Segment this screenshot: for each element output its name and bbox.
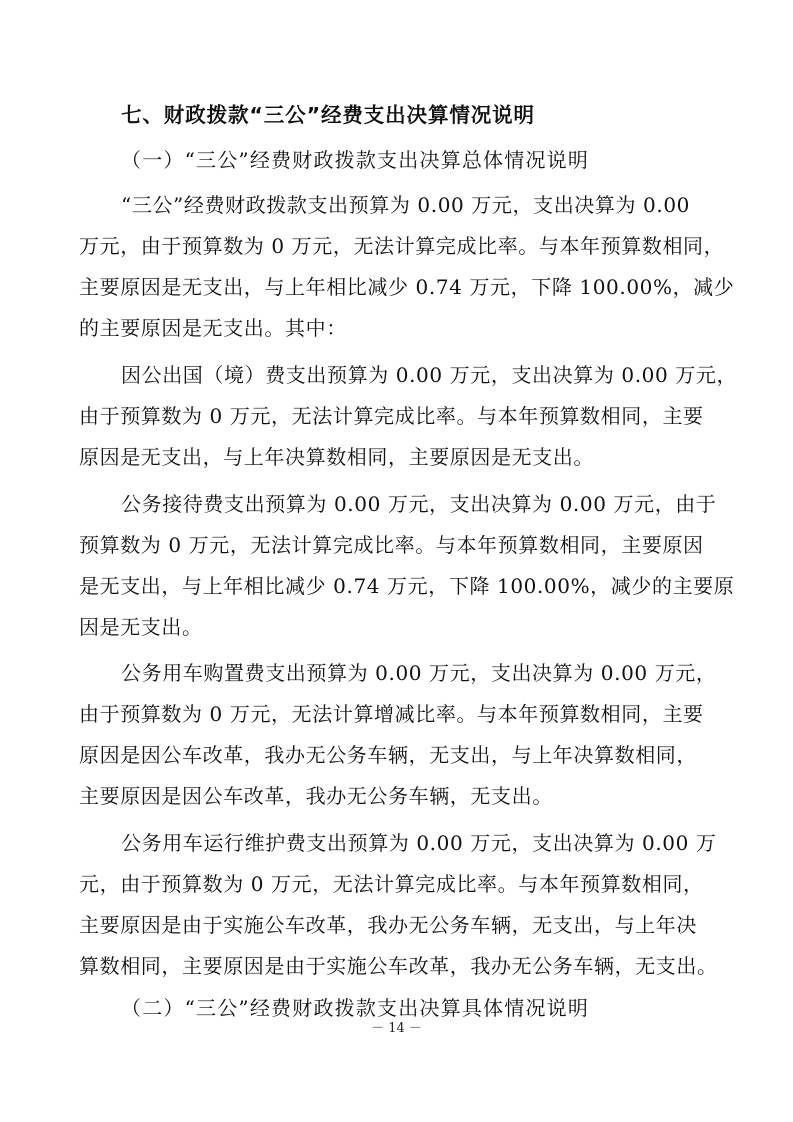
paragraph-line: 因是无支出。 bbox=[79, 615, 203, 639]
section-heading: 七、财政拨款“三公”经费支出决算情况说明 bbox=[121, 103, 535, 127]
paragraph-line: 算数相同，主要原因是由于实施公车改革，我办无公务车辆，无支出。 bbox=[79, 954, 718, 978]
paragraph-line: 由于预算数为 0 万元，无法计算完成比率。与本年预算数相同，主要 bbox=[79, 404, 704, 428]
paragraph-line: 公务用车运行维护费支出预算为 0.00 万元，支出决算为 0.00 万 bbox=[121, 831, 717, 855]
paragraph-line: 是无支出，与上年相比减少 0.74 万元，下降 100.00%，减少的主要原 bbox=[79, 574, 735, 598]
paragraph-line: 的主要原因是无支出。其中： bbox=[79, 316, 347, 340]
paragraph-line: 预算数为 0 万元，无法计算完成比率。与本年预算数相同，主要原因 bbox=[79, 533, 704, 557]
paragraph-line: 主要原因是无支出，与上年相比减少 0.74 万元，下降 100.00%，减少 bbox=[79, 275, 735, 299]
paragraph-line: 万元，由于预算数为 0 万元，无法计算完成比率。与本年预算数相同， bbox=[79, 234, 725, 258]
paragraph-line: 原因是无支出，与上年决算数相同，主要原因是无支出。 bbox=[79, 445, 594, 469]
paragraph-line: 元，由于预算数为 0 万元，无法计算完成比率。与本年预算数相同， bbox=[79, 872, 704, 896]
paragraph-line: 原因是因公车改革，我办无公务车辆，无支出，与上年决算数相同， bbox=[79, 743, 697, 767]
paragraph-line: 主要原因是因公车改革，我办无公务车辆，无支出。 bbox=[79, 784, 553, 808]
subsection-title-1: （一）“三公”经费财政拨款支出决算总体情况说明 bbox=[121, 148, 590, 172]
paragraph-line: 由于预算数为 0 万元，无法计算增减比率。与本年预算数相同，主要 bbox=[79, 702, 704, 726]
paragraph-line: 公务接待费支出预算为 0.00 万元，支出决算为 0.00 万元，由于 bbox=[121, 492, 717, 516]
paragraph-line: 公务用车购置费支出预算为 0.00 万元，支出决算为 0.00 万元， bbox=[121, 661, 717, 685]
paragraph-line: “三公”经费财政拨款支出预算为 0.00 万元，支出决算为 0.00 bbox=[121, 193, 690, 217]
page-number: － 14 － bbox=[371, 1021, 422, 1036]
subsection-title-2: （二）“三公”经费财政拨款支出决算具体情况说明 bbox=[121, 996, 590, 1020]
paragraph-line: 因公出国（境）费支出预算为 0.00 万元，支出决算为 0.00 万元， bbox=[121, 363, 738, 387]
paragraph-line: 主要原因是由于实施公车改革，我办无公务车辆，无支出，与上年决 bbox=[79, 913, 697, 937]
